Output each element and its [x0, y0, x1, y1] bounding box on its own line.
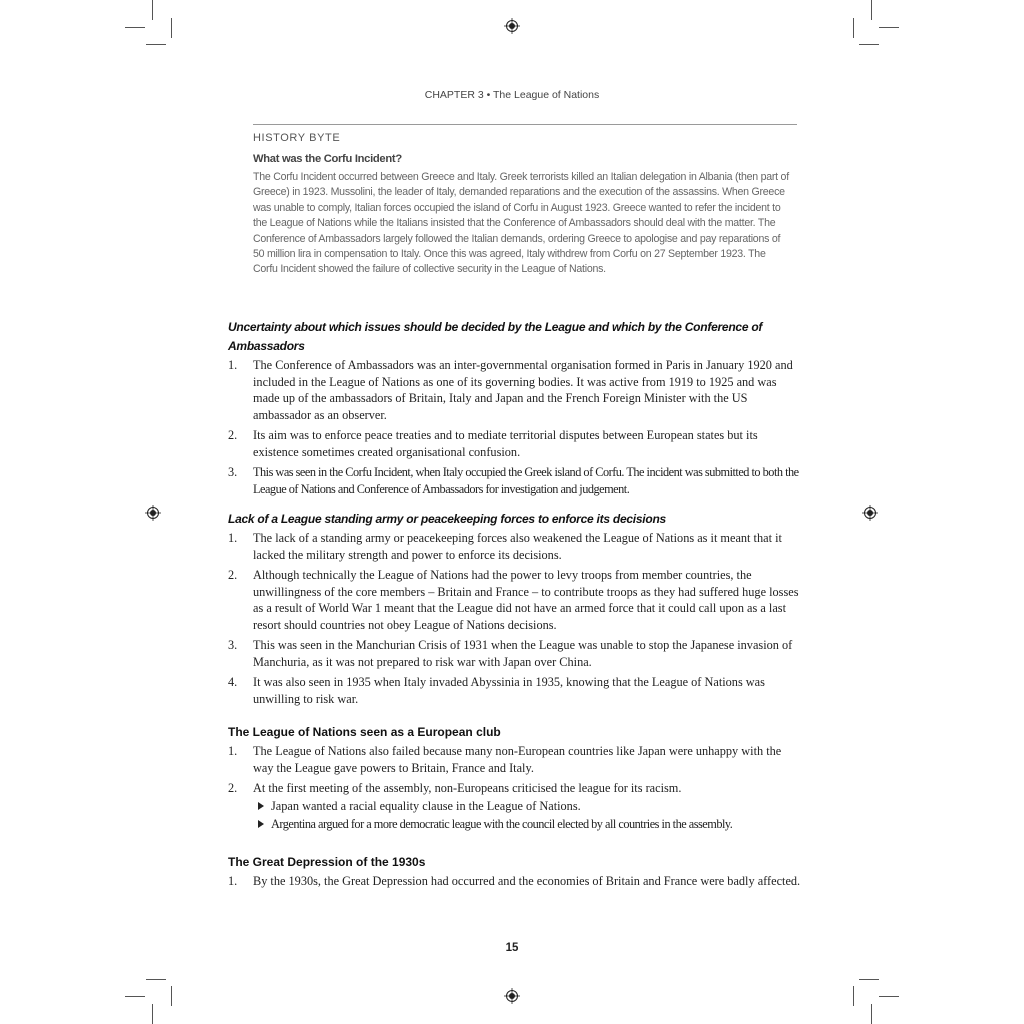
registration-mark-icon: [504, 988, 520, 1004]
list-item: [228, 357, 803, 423]
item-number: 2.: [228, 568, 238, 582]
list-item: [228, 637, 803, 670]
crop-mark: [853, 18, 854, 38]
item-number: 1.: [228, 744, 238, 758]
registration-mark-icon: [862, 505, 878, 521]
history-byte-label: HISTORY BYTE: [253, 132, 341, 144]
section-heading: The League of Nations seen as a European club: [228, 725, 501, 739]
history-byte-box: [253, 132, 789, 278]
list-item: [228, 464, 803, 497]
item-text: By the 1930s, the Great Depression had occurred and the economies of Britain and France were badly affected.: [253, 873, 801, 888]
item-number: 1.: [228, 873, 238, 888]
item-text: This was seen in the Corfu Incident, when Italy occupied the Greek island of Corfu. The incident was submitted to both the League of Nations and Conference of Ambassadors for investigation and judgement.: [253, 465, 799, 496]
registration-mark-icon: [145, 505, 161, 521]
crop-mark: [853, 986, 854, 1006]
bullet-list: [228, 798, 803, 833]
crop-mark: [152, 0, 153, 20]
list-item: [228, 743, 803, 776]
page-number: 15: [505, 942, 519, 954]
crop-mark: [171, 18, 172, 38]
triangle-bullet-icon: [258, 802, 264, 810]
header-rule: [253, 124, 797, 125]
history-byte-title: What was the Corfu Incident?: [253, 153, 402, 165]
item-text: The Conference of Ambassadors was an inter-governmental organisation formed in Paris in January 1920 and included in the League of Nations as one of its governing bodies. It was active from 1919 to 1925 and was made up of the ambassadors of Britain, Italy and Japan and the French Foreign Minister with the US ambassador as an observer.: [253, 358, 793, 422]
crop-mark: [871, 1004, 872, 1024]
crop-mark: [125, 27, 145, 28]
item-number: 1.: [228, 358, 238, 372]
list-item: [228, 674, 803, 707]
item-number: 4.: [228, 675, 238, 689]
section-standing-army: [228, 510, 803, 707]
section-great-depression: [228, 853, 803, 890]
numbered-list: [228, 743, 803, 797]
registration-mark-icon: [504, 18, 520, 34]
item-number: 3.: [228, 465, 238, 479]
numbered-list: [228, 357, 803, 497]
section-conference-of-ambassadors: [228, 318, 803, 497]
numbered-list: [228, 530, 803, 707]
bullet-item: [228, 816, 803, 833]
crop-mark: [859, 44, 879, 45]
item-number: 2.: [228, 428, 238, 442]
crop-mark: [146, 44, 166, 45]
crop-mark: [152, 1004, 153, 1024]
item-text: Although technically the League of Nations had the power to levy troops from member countries, the unwillingness of the core members – Britain and France – to contribute troops as they had suffered huge losses as a result of World War 1 meant that the League did not have an armed force that it could call upon as a last resort should countries not obey League of Nations decisions.: [253, 568, 799, 632]
bullet-text: Argentina argued for a more democratic league with the council elected by all countries in the assembly.: [271, 817, 733, 831]
crop-mark: [171, 986, 172, 1006]
section-european-club: [228, 723, 803, 833]
item-text: It was also seen in 1935 when Italy invaded Abyssinia in 1935, knowing that the League of Nations was unwilling to risk war.: [253, 675, 765, 706]
item-number: 3.: [228, 638, 238, 652]
item-text: The League of Nations also failed because many non-European countries like Japan were unhappy with the way the League gave powers to Britain, France and Italy.: [253, 744, 782, 775]
item-text: Its aim was to enforce peace treaties and to mediate territorial disputes between European states but its existence sometimes created organisational confusion.: [253, 428, 758, 459]
list-item: [228, 427, 803, 460]
crop-mark: [125, 996, 145, 997]
section-heading: Uncertainty about which issues should be decided by the League and which by the Conference of Ambassadors: [228, 320, 763, 353]
crop-mark: [146, 979, 166, 980]
history-byte-body: The Corfu Incident occurred between Greece and Italy. Greek terrorists killed an Italian delegation in Albania (then part of Greece) in 1923. Mussolini, the leader of Italy, demanded reparations and the execution of the assassins. When Greece was unable to comply, Italian forces occupied the island of Corfu in August 1923. Greece wanted to refer the incident to the League of Nations while the Italians insisted that the Conference of Ambassadors should deal with the matter. The Conference of Ambassadors largely followed the Italian demands, ordering Greece to apologise and pay reparations of 50 million lira in compensation to Italy. Once this was agreed, Italy withdrew from Corfu on 27 September 1923. The Corfu Incident showed the failure of collective security in the League of Nations.: [253, 171, 789, 276]
item-number: 2.: [228, 781, 238, 795]
main-content: [228, 318, 803, 893]
list-item: [228, 873, 803, 890]
section-heading: The Great Depression of the 1930s: [228, 854, 426, 869]
crop-mark: [871, 0, 872, 20]
section-heading: Lack of a League standing army or peacekeeping forces to enforce its decisions: [228, 512, 666, 526]
list-item: [228, 780, 803, 797]
list-item: [228, 567, 803, 633]
triangle-bullet-icon: [258, 820, 264, 828]
item-text: At the first meeting of the assembly, non-Europeans criticised the league for its racism.: [253, 781, 682, 795]
running-head: CHAPTER 3 • The League of Nations: [424, 89, 600, 101]
crop-mark: [879, 996, 899, 997]
bullet-item: [228, 798, 803, 815]
crop-mark: [879, 27, 899, 28]
bullet-text: Japan wanted a racial equality clause in the League of Nations.: [271, 798, 581, 813]
numbered-list: [228, 873, 803, 890]
crop-mark: [859, 979, 879, 980]
list-item: [228, 530, 803, 563]
item-text: The lack of a standing army or peacekeeping forces also weakened the League of Nations as it meant that it lacked the military strength and power to enforce its decisions.: [253, 531, 782, 562]
item-number: 1.: [228, 531, 238, 545]
item-text: This was seen in the Manchurian Crisis of 1931 when the League was unable to stop the Japanese invasion of Manchuria, as it was not prepared to risk war with Japan over China.: [253, 638, 793, 669]
